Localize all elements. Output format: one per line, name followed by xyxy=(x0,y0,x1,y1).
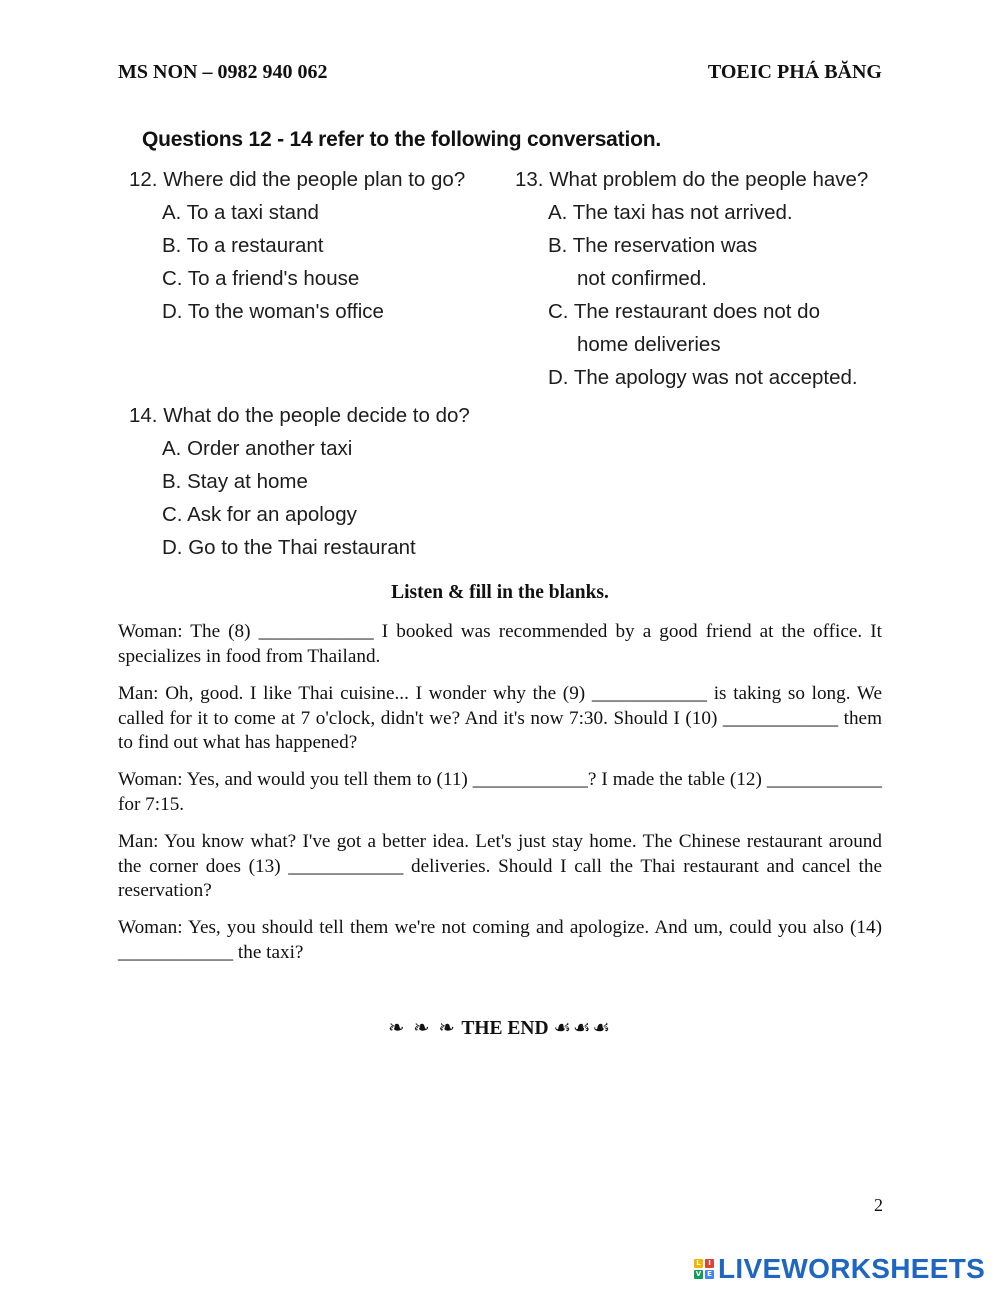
question-12-option-b: B. To a restaurant xyxy=(162,234,324,257)
header-left: MS NON – 0982 940 062 xyxy=(118,61,328,83)
question-13 xyxy=(515,163,868,394)
dialogue-paragraph-4: Man: You know what? I've got a better idea. Let's just stay home. The Chinese restaurant around the corner does (13) ____________ deliveries. Should I call the Thai restaurant and cancel the reservation? xyxy=(118,831,882,901)
question-14-option-d: D. Go to the Thai restaurant xyxy=(162,536,416,559)
dialogue-paragraph-1: Woman: The (8) ____________ I booked was recommended by a good friend at the office. It specializes in food from Thailand. xyxy=(118,621,882,667)
question-12-option-c: C. To a friend's house xyxy=(162,267,360,290)
question-13-option-a: A. The taxi has not arrived. xyxy=(548,201,793,224)
question-12-option-d: D. To the woman's office xyxy=(162,300,384,323)
logo-icon-tile-v: V xyxy=(695,1270,702,1278)
liveworksheets-logo[interactable] xyxy=(694,1253,985,1285)
question-14-option-b: B. Stay at home xyxy=(162,470,308,493)
question-13-option-c: C. The restaurant does not do xyxy=(548,300,820,323)
question-14-option-c: C. Ask for an apology xyxy=(162,503,357,526)
liveworksheets-logo-text: LIVEWORKSHEETS xyxy=(718,1253,986,1284)
liveworksheets-logo-icon xyxy=(694,1259,714,1279)
questions-title: Questions 12 - 14 refer to the following conversation. xyxy=(142,128,661,151)
question-13-stem: 13. What problem do the people have? xyxy=(515,168,869,191)
the-end-text: THE END xyxy=(461,1018,549,1039)
question-13-option-b: B. The reservation was xyxy=(548,234,758,257)
the-end-left-ornament: ❧ ❧ ❧ xyxy=(388,1018,457,1039)
listen-title: Listen & fill in the blanks. xyxy=(391,582,609,603)
question-12-option-a: A. To a taxi stand xyxy=(162,201,319,224)
header-right: TOEIC PHÁ BĂNG xyxy=(707,61,882,83)
question-12-stem: 12. Where did the people plan to go? xyxy=(129,168,466,191)
page-number: 2 xyxy=(874,1195,883,1215)
question-14-option-a: A. Order another taxi xyxy=(162,437,353,460)
the-end-right-ornament: ☙☙☙ xyxy=(553,1018,612,1039)
the-end xyxy=(0,1016,1000,1040)
question-14 xyxy=(129,399,470,564)
dialogue-paragraph-3: Woman: Yes, and would you tell them to (11) ____________? I made the table (12) ____________ for 7:15. xyxy=(118,769,882,815)
dialogue-paragraph-5: Woman: Yes, you should tell them we're not coming and apologize. And um, could you also (14) ____________ the taxi? xyxy=(118,917,882,963)
question-13-option-b-cont: not confirmed. xyxy=(577,267,707,290)
question-13-option-c-cont: home deliveries xyxy=(577,333,721,356)
question-14-stem: 14. What do the people decide to do? xyxy=(129,404,470,427)
logo-icon-tile-e: E xyxy=(705,1270,714,1279)
dialogue-paragraph-2: Man: Oh, good. I like Thai cuisine... I wonder why the (9) ____________ is taking so long. We called for it to come at 7 o'clock, didn't we? And it's now 7:30. Should I (10) ____________ them to find out what has happened? xyxy=(118,683,882,753)
question-12 xyxy=(129,163,465,328)
logo-icon-tile-l: L xyxy=(694,1259,703,1268)
question-13-option-d: D. The apology was not accepted. xyxy=(548,366,858,389)
logo-icon-tile-i: I xyxy=(705,1259,714,1268)
